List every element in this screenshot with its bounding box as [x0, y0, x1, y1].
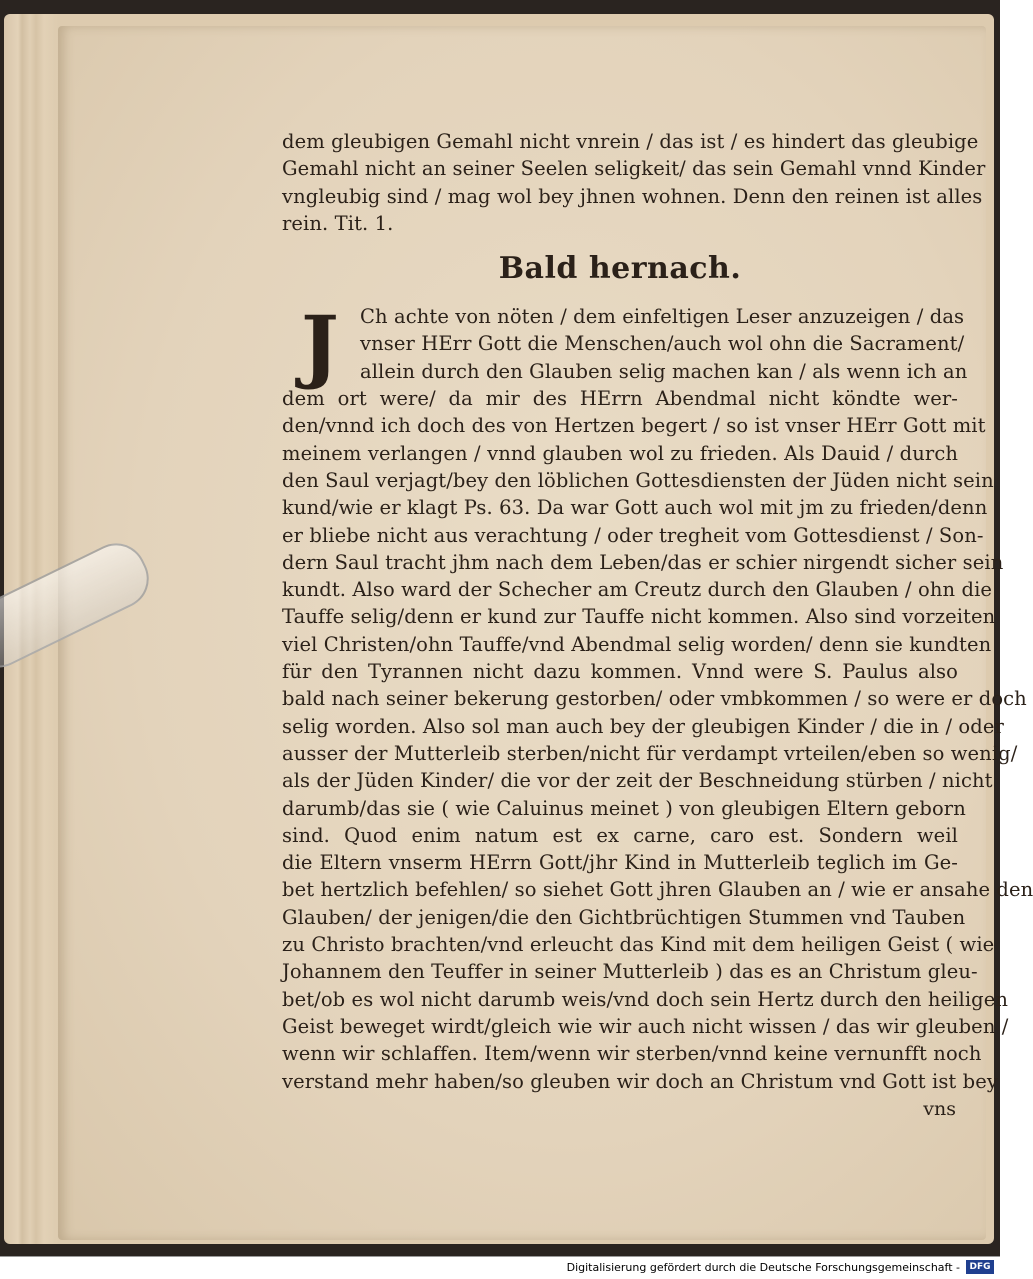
text-line: vnser HErr Gott die Menschen/auch wol ohn die Sacrament/: [360, 332, 965, 356]
decorated-initial: J: [301, 298, 339, 393]
text-line: bald nach seiner bekerung gestorben/ oder vmbkommen / so were er doch: [282, 687, 1027, 711]
text-line: den Saul verjagt/bey den löblichen Gottesdiensten der Jüden nicht sein: [282, 468, 994, 492]
text-line: bet hertzlich befehlen/ so siehet Gott jhren Glauben an / wie er ansahe den: [282, 878, 1033, 902]
text-line: dem ort were/ da mir des HErrn Abendmal nicht köndte wer-: [282, 387, 958, 411]
page-text: [282, 128, 1033, 1095]
text-line: den/vnnd ich doch des von Hertzen begert / so ist vnser HErr Gott mit: [282, 414, 986, 438]
text-line: wenn wir schlaffen. Item/wenn wir sterben/vnnd keine vernunfft noch: [282, 1042, 982, 1066]
text-line: selig worden. Also sol man auch bey der gleubigen Kinder / die in / oder: [282, 714, 1004, 738]
dfg-logo: DFG: [966, 1260, 994, 1274]
text-line: vngleubig sind / mag wol bey jhnen wohnen. Denn den reinen ist alles: [282, 184, 983, 208]
funding-credit: Digitalisierung gefördert durch die Deutsche Forschungsgemeinschaft -: [566, 1261, 960, 1274]
catchword: vns: [923, 1098, 956, 1120]
text-line: Glauben/ der jenigen/die den Gichtbrüchtigen Stummen vnd Tauben: [282, 905, 966, 929]
text-line: für den Tyrannen nicht dazu kommen. Vnnd were S. Paulus also: [282, 660, 958, 684]
text-line: als der Jüden Kinder/ die vor der zeit der Beschneidung stürben / nicht: [282, 769, 993, 793]
text-line: die Eltern vnserm HErrn Gott/jhr Kind in Mutterleib teglich im Ge-: [282, 851, 958, 875]
text-line: rein. Tit. 1.: [282, 211, 394, 235]
text-line: Tauffe selig/denn er kund zur Tauffe nicht kommen. Also sind vorzeiten: [282, 605, 996, 629]
text-line: allein durch den Glauben selig machen kan / als wenn ich an: [360, 359, 968, 383]
text-line: Johannem den Teuffer in seiner Mutterleib ) das es an Christum gleu-: [282, 960, 978, 984]
text-line: viel Christen/ohn Tauffe/vnd Abendmal selig worden/ denn sie kundten: [282, 632, 992, 656]
text-line: bet/ob es wol nicht darumb weis/vnd doch sein Hertz durch den heiligen: [282, 987, 1009, 1011]
section-heading: Bald hernach.: [498, 251, 742, 287]
text-line: sind. Quod enim natum est ex carne, caro est. Sondern weil: [282, 823, 958, 847]
text-line: dem gleubigen Gemahl nicht vnrein / das ist / es hindert das gleubige: [282, 130, 979, 153]
text-line: Geist beweget wirdt/gleich wie wir auch nicht wissen / das wir gleuben /: [282, 1014, 1009, 1038]
text-line: Gemahl nicht an seiner Seelen seligkeit/ das sein Gemahl vnnd Kinder: [282, 157, 986, 181]
text-line: zu Christo brachten/vnd erleucht das Kind mit dem heiligen Geist ( wie: [282, 933, 995, 957]
footer-bar: [0, 1256, 1000, 1279]
text-line: Ch achte von nöten / dem einfeltigen Leser anzuzeigen / das: [360, 305, 965, 329]
text-line: er bliebe nicht aus verachtung / oder tregheit vom Gottesdienst / Son-: [282, 523, 984, 547]
text-line: ausser der Mutterleib sterben/nicht für verdampt vrteilen/eben so wenig/: [282, 741, 1018, 765]
text-line: meinem verlangen / vnnd glauben wol zu frieden. Als Dauid / durch: [282, 441, 958, 465]
text-line: dern Saul tracht jhm nach dem Leben/das er schier nirgendt sicher sein: [282, 550, 1004, 574]
text-line: kundt. Also ward der Schecher am Creutz durch den Glauben / ohn die: [282, 578, 993, 602]
text-line: kund/wie er klagt Ps. 63. Da war Gott auch wol mit jm zu frieden/denn: [282, 496, 988, 520]
text-line: darumb/das sie ( wie Caluinus meinet ) von gleubigen Eltern geborn: [282, 796, 966, 820]
initial-paragraph: [282, 298, 968, 412]
text-line: verstand mehr haben/so gleuben wir doch an Christum vnd Gott ist bey: [282, 1069, 998, 1093]
